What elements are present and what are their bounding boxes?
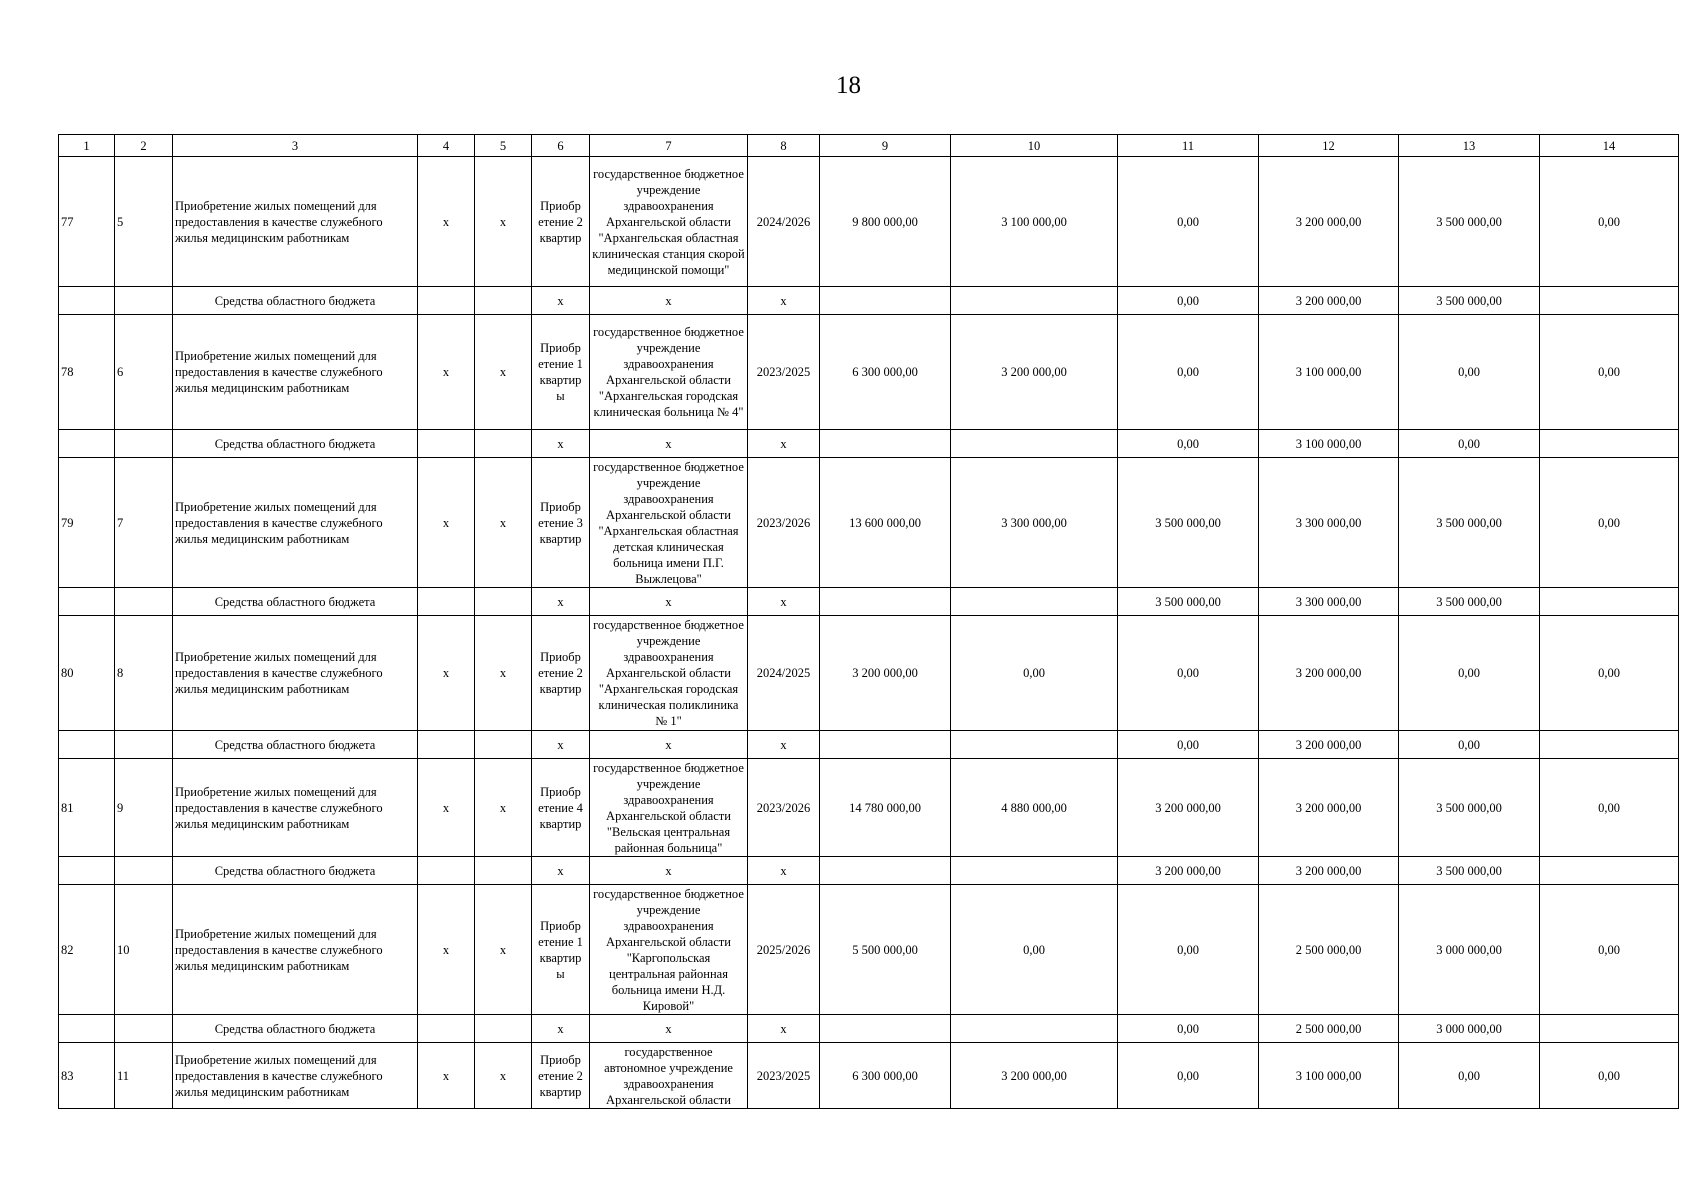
total-amount: 9 800 000,00 xyxy=(820,157,951,287)
funding-source: Средства областного бюджета xyxy=(173,857,418,885)
column-number-row xyxy=(59,135,1679,157)
column-header: 7 xyxy=(590,135,748,157)
amount-col12: 3 200 000,00 xyxy=(1259,857,1399,885)
row-number: 83 xyxy=(59,1043,115,1109)
item-number xyxy=(115,1015,173,1043)
amount-col12: 3 200 000,00 xyxy=(1259,287,1399,315)
result-description: х xyxy=(532,588,590,616)
item-number: 5 xyxy=(115,157,173,287)
amount-col12: 2 500 000,00 xyxy=(1259,885,1399,1015)
budget-table xyxy=(58,134,1679,1109)
amount-col10: 3 100 000,00 xyxy=(951,157,1118,287)
col4-mark xyxy=(418,857,475,885)
result-description: Приобр етение 2 квартир xyxy=(532,1043,590,1109)
row-number: 81 xyxy=(59,759,115,857)
col4-mark xyxy=(418,731,475,759)
amount-col14 xyxy=(1540,588,1679,616)
funding-source-row xyxy=(59,1015,1679,1043)
institution-name: х xyxy=(590,588,748,616)
period: х xyxy=(748,430,820,458)
col5-mark: х xyxy=(475,315,532,430)
col4-mark: х xyxy=(418,458,475,588)
amount-col10 xyxy=(951,430,1118,458)
col5-mark xyxy=(475,857,532,885)
institution-name: государственное бюджетное учреждение здравоохранения Архангельской области "Архангельская городская клиническая больница № 4" xyxy=(590,315,748,430)
row-number: 78 xyxy=(59,315,115,430)
row-number xyxy=(59,857,115,885)
institution-name: государственное бюджетное учреждение здравоохранения Архангельской области "Архангельская областная клиническая станция скорой медицинской помощи" xyxy=(590,157,748,287)
amount-col14 xyxy=(1540,1015,1679,1043)
amount-col12: 3 300 000,00 xyxy=(1259,458,1399,588)
column-header: 4 xyxy=(418,135,475,157)
col5-mark xyxy=(475,1015,532,1043)
row-number xyxy=(59,287,115,315)
amount-col12: 2 500 000,00 xyxy=(1259,1015,1399,1043)
row-number xyxy=(59,731,115,759)
column-header: 11 xyxy=(1118,135,1259,157)
amount-col14 xyxy=(1540,287,1679,315)
item-number: 8 xyxy=(115,616,173,731)
amount-col11: 0,00 xyxy=(1118,885,1259,1015)
amount-col11: 3 500 000,00 xyxy=(1118,458,1259,588)
institution-name: х xyxy=(590,1015,748,1043)
column-header: 12 xyxy=(1259,135,1399,157)
row-number xyxy=(59,588,115,616)
total-amount xyxy=(820,287,951,315)
item-number xyxy=(115,731,173,759)
institution-name: х xyxy=(590,731,748,759)
amount-col13: 3 500 000,00 xyxy=(1399,588,1540,616)
amount-col14 xyxy=(1540,731,1679,759)
column-header: 10 xyxy=(951,135,1118,157)
funding-source: Средства областного бюджета xyxy=(173,287,418,315)
amount-col14: 0,00 xyxy=(1540,616,1679,731)
col5-mark xyxy=(475,430,532,458)
activity-name: Приобретение жилых помещений для предоставления в качестве служебного жилья медицинским работникам xyxy=(173,458,418,588)
amount-col12: 3 200 000,00 xyxy=(1259,616,1399,731)
amount-col11: 3 200 000,00 xyxy=(1118,857,1259,885)
activity-name: Приобретение жилых помещений для предоставления в качестве служебного жилья медицинским работникам xyxy=(173,1043,418,1109)
period: 2024/2026 xyxy=(748,157,820,287)
result-description: х xyxy=(532,1015,590,1043)
col4-mark xyxy=(418,430,475,458)
amount-col11: 0,00 xyxy=(1118,1043,1259,1109)
amount-col12: 3 100 000,00 xyxy=(1259,430,1399,458)
amount-col13: 0,00 xyxy=(1399,616,1540,731)
total-amount xyxy=(820,588,951,616)
item-number: 7 xyxy=(115,458,173,588)
amount-col11: 3 500 000,00 xyxy=(1118,588,1259,616)
result-description: х xyxy=(532,287,590,315)
table-row xyxy=(59,616,1679,731)
amount-col14: 0,00 xyxy=(1540,458,1679,588)
amount-col12: 3 300 000,00 xyxy=(1259,588,1399,616)
amount-col10: 3 200 000,00 xyxy=(951,1043,1118,1109)
amount-col10: 0,00 xyxy=(951,885,1118,1015)
table-row xyxy=(59,1043,1679,1109)
item-number: 6 xyxy=(115,315,173,430)
row-number: 80 xyxy=(59,616,115,731)
result-description: Приобр етение 1 квартир ы xyxy=(532,885,590,1015)
column-header: 2 xyxy=(115,135,173,157)
total-amount: 14 780 000,00 xyxy=(820,759,951,857)
result-description: х xyxy=(532,430,590,458)
col4-mark: х xyxy=(418,1043,475,1109)
row-number: 77 xyxy=(59,157,115,287)
period: х xyxy=(748,857,820,885)
amount-col13: 3 500 000,00 xyxy=(1399,157,1540,287)
activity-name: Приобретение жилых помещений для предоставления в качестве служебного жилья медицинским работникам xyxy=(173,759,418,857)
amount-col14: 0,00 xyxy=(1540,315,1679,430)
amount-col10 xyxy=(951,287,1118,315)
amount-col11: 0,00 xyxy=(1118,616,1259,731)
funding-source: Средства областного бюджета xyxy=(173,430,418,458)
item-number xyxy=(115,287,173,315)
column-header: 14 xyxy=(1540,135,1679,157)
item-number: 9 xyxy=(115,759,173,857)
funding-source: Средства областного бюджета xyxy=(173,731,418,759)
amount-col11: 3 200 000,00 xyxy=(1118,759,1259,857)
row-number: 82 xyxy=(59,885,115,1015)
item-number xyxy=(115,430,173,458)
column-header: 13 xyxy=(1399,135,1540,157)
amount-col10: 4 880 000,00 xyxy=(951,759,1118,857)
institution-name: х xyxy=(590,857,748,885)
period: 2025/2026 xyxy=(748,885,820,1015)
col4-mark: х xyxy=(418,616,475,731)
row-number xyxy=(59,430,115,458)
total-amount: 3 200 000,00 xyxy=(820,616,951,731)
result-description: Приобр етение 1 квартир ы xyxy=(532,315,590,430)
funding-source-row xyxy=(59,287,1679,315)
col5-mark xyxy=(475,731,532,759)
column-header: 1 xyxy=(59,135,115,157)
total-amount: 6 300 000,00 xyxy=(820,315,951,430)
result-description: Приобр етение 4 квартир xyxy=(532,759,590,857)
amount-col14: 0,00 xyxy=(1540,157,1679,287)
col4-mark xyxy=(418,1015,475,1043)
item-number xyxy=(115,857,173,885)
institution-name: х xyxy=(590,287,748,315)
funding-source-row xyxy=(59,731,1679,759)
activity-name: Приобретение жилых помещений для предоставления в качестве служебного жилья медицинским работникам xyxy=(173,616,418,731)
amount-col13: 3 500 000,00 xyxy=(1399,287,1540,315)
col5-mark: х xyxy=(475,616,532,731)
funding-source: Средства областного бюджета xyxy=(173,588,418,616)
amount-col13: 3 500 000,00 xyxy=(1399,857,1540,885)
column-header: 6 xyxy=(532,135,590,157)
total-amount xyxy=(820,857,951,885)
col5-mark xyxy=(475,588,532,616)
institution-name: х xyxy=(590,430,748,458)
amount-col11: 0,00 xyxy=(1118,315,1259,430)
amount-col14 xyxy=(1540,857,1679,885)
period: х xyxy=(748,287,820,315)
amount-col14: 0,00 xyxy=(1540,1043,1679,1109)
institution-name: государственное бюджетное учреждение здравоохранения Архангельской области "Архангельская областная детская клиническая больница имени П.Г. Выжлецова" xyxy=(590,458,748,588)
table-row xyxy=(59,315,1679,430)
activity-name: Приобретение жилых помещений для предоставления в качестве служебного жилья медицинским работникам xyxy=(173,885,418,1015)
result-description: х xyxy=(532,731,590,759)
col4-mark: х xyxy=(418,315,475,430)
amount-col12: 3 100 000,00 xyxy=(1259,315,1399,430)
page-number: 18 xyxy=(836,72,861,99)
amount-col13: 0,00 xyxy=(1399,1043,1540,1109)
amount-col10 xyxy=(951,1015,1118,1043)
amount-col12: 3 200 000,00 xyxy=(1259,731,1399,759)
result-description: Приобр етение 3 квартир xyxy=(532,458,590,588)
amount-col13: 3 500 000,00 xyxy=(1399,759,1540,857)
institution-name: государственное автономное учреждение здравоохранения Архангельской области xyxy=(590,1043,748,1109)
table-row xyxy=(59,759,1679,857)
period: 2023/2025 xyxy=(748,315,820,430)
amount-col12: 3 200 000,00 xyxy=(1259,759,1399,857)
amount-col13: 0,00 xyxy=(1399,430,1540,458)
period: 2024/2025 xyxy=(748,616,820,731)
col4-mark xyxy=(418,287,475,315)
row-number xyxy=(59,1015,115,1043)
activity-name: Приобретение жилых помещений для предоставления в качестве служебного жилья медицинским работникам xyxy=(173,315,418,430)
amount-col13: 0,00 xyxy=(1399,731,1540,759)
funding-source: Средства областного бюджета xyxy=(173,1015,418,1043)
total-amount xyxy=(820,1015,951,1043)
amount-col10 xyxy=(951,731,1118,759)
amount-col14: 0,00 xyxy=(1540,885,1679,1015)
amount-col11: 0,00 xyxy=(1118,430,1259,458)
result-description: Приобр етение 2 квартир xyxy=(532,157,590,287)
item-number: 10 xyxy=(115,885,173,1015)
amount-col10 xyxy=(951,857,1118,885)
col4-mark: х xyxy=(418,157,475,287)
table-row xyxy=(59,458,1679,588)
total-amount xyxy=(820,430,951,458)
amount-col14 xyxy=(1540,430,1679,458)
result-description: х xyxy=(532,857,590,885)
amount-col11: 0,00 xyxy=(1118,1015,1259,1043)
col4-mark xyxy=(418,588,475,616)
period: 2023/2026 xyxy=(748,759,820,857)
column-header: 5 xyxy=(475,135,532,157)
col5-mark: х xyxy=(475,885,532,1015)
amount-col11: 0,00 xyxy=(1118,731,1259,759)
amount-col13: 3 000 000,00 xyxy=(1399,1015,1540,1043)
total-amount: 13 600 000,00 xyxy=(820,458,951,588)
institution-name: государственное бюджетное учреждение здравоохранения Архангельской области "Вельская центральная районная больница" xyxy=(590,759,748,857)
amount-col13: 0,00 xyxy=(1399,315,1540,430)
col4-mark: х xyxy=(418,885,475,1015)
amount-col14: 0,00 xyxy=(1540,759,1679,857)
col4-mark: х xyxy=(418,759,475,857)
total-amount: 5 500 000,00 xyxy=(820,885,951,1015)
amount-col12: 3 200 000,00 xyxy=(1259,157,1399,287)
period: 2023/2026 xyxy=(748,458,820,588)
table-row xyxy=(59,885,1679,1015)
item-number xyxy=(115,588,173,616)
col5-mark xyxy=(475,287,532,315)
col5-mark: х xyxy=(475,458,532,588)
funding-source-row xyxy=(59,430,1679,458)
period: х xyxy=(748,588,820,616)
column-header: 3 xyxy=(173,135,418,157)
row-number: 79 xyxy=(59,458,115,588)
amount-col13: 3 500 000,00 xyxy=(1399,458,1540,588)
col5-mark: х xyxy=(475,1043,532,1109)
activity-name: Приобретение жилых помещений для предоставления в качестве служебного жилья медицинским работникам xyxy=(173,157,418,287)
amount-col13: 3 000 000,00 xyxy=(1399,885,1540,1015)
amount-col10 xyxy=(951,588,1118,616)
period: х xyxy=(748,1015,820,1043)
institution-name: государственное бюджетное учреждение здравоохранения Архангельской области "Каргопольская центральная районная больница имени Н.Д. Кировой" xyxy=(590,885,748,1015)
total-amount xyxy=(820,731,951,759)
col5-mark: х xyxy=(475,759,532,857)
period: х xyxy=(748,731,820,759)
funding-source-row xyxy=(59,588,1679,616)
period: 2023/2025 xyxy=(748,1043,820,1109)
amount-col12: 3 100 000,00 xyxy=(1259,1043,1399,1109)
amount-col11: 0,00 xyxy=(1118,287,1259,315)
column-header: 9 xyxy=(820,135,951,157)
result-description: Приобр етение 2 квартир xyxy=(532,616,590,731)
total-amount: 6 300 000,00 xyxy=(820,1043,951,1109)
table-row xyxy=(59,157,1679,287)
institution-name: государственное бюджетное учреждение здравоохранения Архангельской области "Архангельская городская клиническая поликлиника № 1" xyxy=(590,616,748,731)
item-number: 11 xyxy=(115,1043,173,1109)
amount-col11: 0,00 xyxy=(1118,157,1259,287)
amount-col10: 0,00 xyxy=(951,616,1118,731)
amount-col10: 3 300 000,00 xyxy=(951,458,1118,588)
col5-mark: х xyxy=(475,157,532,287)
funding-source-row xyxy=(59,857,1679,885)
column-header: 8 xyxy=(748,135,820,157)
amount-col10: 3 200 000,00 xyxy=(951,315,1118,430)
